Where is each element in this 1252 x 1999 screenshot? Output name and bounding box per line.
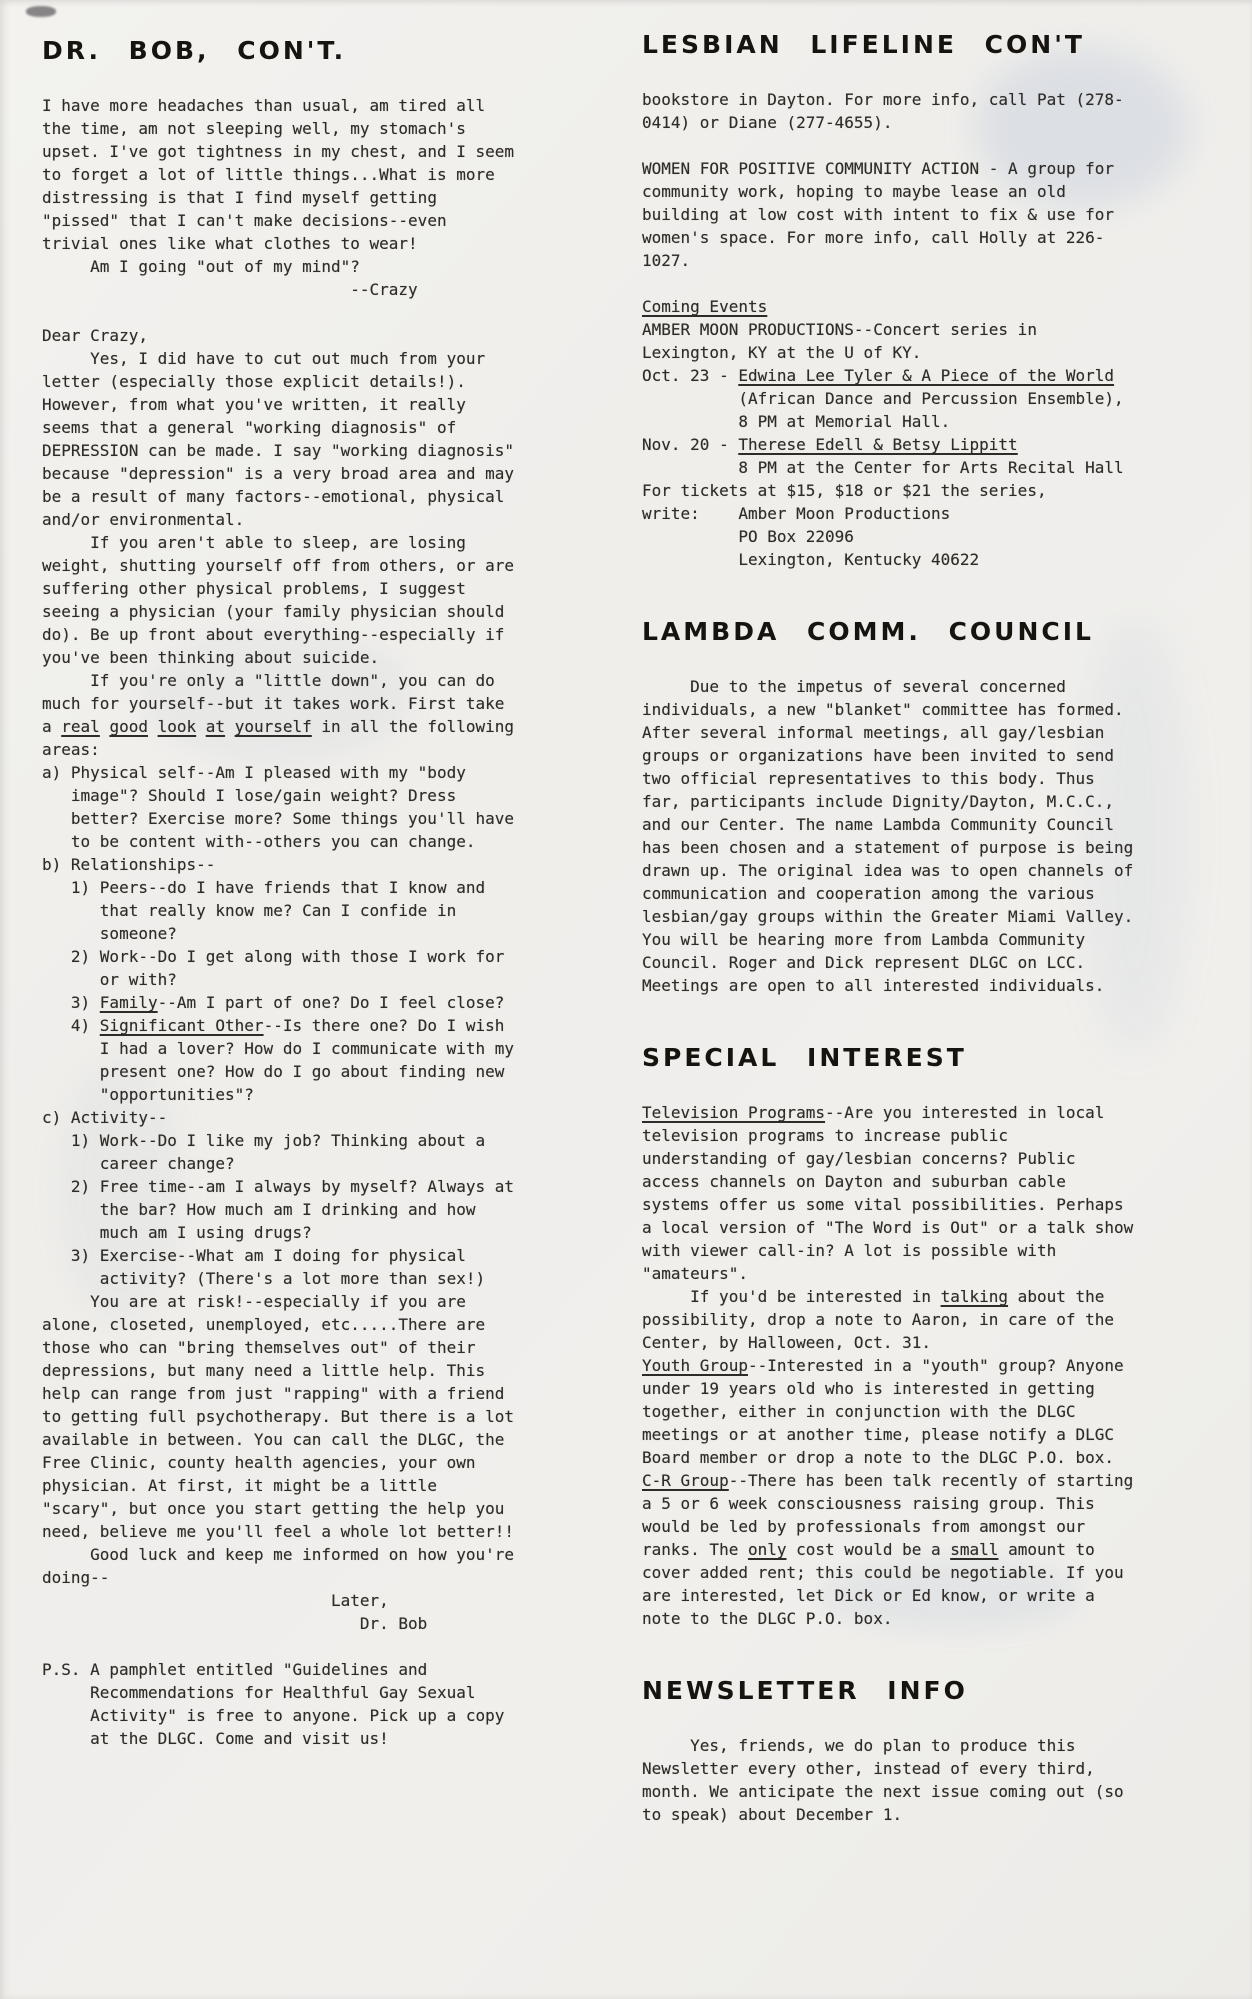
paragraph: AMBER MOON PRODUCTIONS--Concert series in Lexington, KY at the U of KY. xyxy=(642,320,1037,362)
underlined-text: Youth Group xyxy=(642,1356,748,1375)
paragraph xyxy=(642,295,1138,318)
signature-line: --Crazy xyxy=(350,280,418,299)
blank-line xyxy=(642,272,1138,295)
underlined-text: Coming Events xyxy=(642,297,768,316)
underlined-text: yourself xyxy=(234,717,312,736)
paragraph: I have more headaches than usual, am tired all the time, am not sleeping well, my stomach's upset. I've got tightness in my chest, and I seem to forget a lot of little things...What is more distressing is that I find myself getting "pissed" that I can't make decisions--even trivial ones like what clothes to wear! xyxy=(42,96,515,253)
item-label: P.S. xyxy=(42,1660,81,1679)
list-item: 2) Free time--am I always by myself? Always at the bar? How much am I drinking and how much am I using drugs? xyxy=(70,1177,515,1242)
underlined-text: C-R Group xyxy=(642,1471,729,1490)
paragraph: Yes, friends, we do plan to produce this Newsletter every other, instead of every third, month. We anticipate the next issue coming out (so to speak) about December 1. xyxy=(642,1736,1124,1824)
paragraph: WOMEN FOR POSITIVE COMMUNITY ACTION - A group for community work, hoping to maybe lease an old building at low cost with intent to fix & use for women's space. For more info, call Holly at 226-1027. xyxy=(642,159,1115,270)
underlined-text: Edwina Lee Tyler & A Piece of the World xyxy=(738,366,1115,385)
paragraph: Good luck and keep me informed on how you're doing-- xyxy=(42,1545,514,1587)
paragraph: Dear Crazy, xyxy=(42,326,148,345)
paragraph: If you'd be interested in talking about the possibility, drop a note to Aaron, in care of the Center, by Halloween, Oct. 31. xyxy=(642,1287,1115,1352)
signature-line: Dr. Bob xyxy=(359,1614,428,1633)
scan-artifact xyxy=(26,6,56,17)
paragraph: Television Programs--Are you interested in local television programs to increase public understanding of gay/lesbian concerns? Public access channels on Dayton and suburban cable systems offer us some vital possibilities. Perhaps a local version of "The Word is Out" or a talk show with viewer call-in? A lot is possible with "amateurs". xyxy=(642,1103,1134,1283)
list-item: 2) Work--Do I get along with those I work for or with? xyxy=(70,947,505,989)
item-label: 2) xyxy=(70,1177,91,1196)
blank-line xyxy=(42,1635,522,1658)
paragraph: C-R Group--There has been talk recently of starting a 5 or 6 week consciousness raising group. This would be led by professionals from amongst our ranks. The only cost would be a small amount to cover added rent; this could be negotiable. If you are interested, let Dick or Ed know, or write a note to the DLGC P.O. box. xyxy=(642,1471,1134,1628)
section-header-lambda-comm-council: LAMBDA COMM. COUNCIL xyxy=(642,617,1094,646)
list-item: 4) Significant Other--Is there one? Do I wish I had a lover? How do I communicate with my present one? How do I go about finding new "opportunities"? xyxy=(70,1016,515,1104)
section-header-dr-bob-cont: DR. BOB, CON'T. xyxy=(42,36,347,65)
paragraph: If you aren't able to sleep, are losing weight, shutting yourself off from others, or are suffering other physical problems, I suggest seeing a physician (your family physician should do). Be up front about everything--especially if you've been thinking about suicide. xyxy=(42,533,515,667)
item-label: b) xyxy=(42,855,62,874)
underlined-text: Significant Other xyxy=(99,1016,264,1035)
blank-line xyxy=(642,134,1138,157)
section-header-lesbian-lifeline-cont: LESBIAN LIFELINE CON'T xyxy=(642,30,1085,59)
section-header-newsletter-info: NEWSLETTER INFO xyxy=(642,1676,968,1705)
paragraph: For tickets at $15, $18 or $21 the series, xyxy=(642,481,1047,500)
item-label: 1) xyxy=(70,1131,91,1150)
underlined-text: good xyxy=(109,717,148,736)
item-label: 2) xyxy=(70,947,91,966)
underlined-text: Therese Edell & Betsy Lippitt xyxy=(738,435,1018,454)
item-label: 3) xyxy=(70,1246,91,1265)
list-item: b) Relationships-- xyxy=(42,855,216,874)
paragraph: Am I going "out of my mind"? xyxy=(90,257,360,276)
underlined-text: look xyxy=(157,717,197,736)
underlined-text: only xyxy=(747,1540,787,1559)
right-column xyxy=(642,30,1138,1826)
list-item: Oct. 23 - Edwina Lee Tyler & A Piece of the World (African Dance and Percussion Ensemble), 8 PM at Memorial Hall. xyxy=(642,366,1124,431)
list-item: 3) Exercise--What am I doing for physical activity? (There's a lot more than sex!) xyxy=(70,1246,486,1288)
item-label: Oct. 23 - xyxy=(642,366,729,385)
list-item: c) Activity-- xyxy=(42,1108,168,1127)
underlined-text: Television Programs xyxy=(642,1103,826,1122)
underlined-text: talking xyxy=(940,1287,1009,1306)
paragraph: Due to the impetus of several concerned individuals, a new "blanket" committee has formed. After several informal meetings, all gay/lesbian groups or organizations have been invited to send two official representatives to this body. Thus far, participants include Dignity/Dayton, M.C.C., and our Center. The name Lambda Community Council has been chosen and a statement of purpose is being drawn up. The original idea was to open channels of communication and cooperation among the various lesbian/gay groups within the Greater Miami Valley. You will be hearing more from Lambda Community Council. Roger and Dick represent DLGC on LCC. Meetings are open to all interested individuals. xyxy=(642,677,1134,995)
item-label: Nov. 20 - xyxy=(642,435,729,454)
underlined-text: Family xyxy=(99,993,158,1012)
item-label: c) xyxy=(42,1108,62,1127)
item-label: 1) xyxy=(70,878,91,897)
paragraph: PO Box 22096 xyxy=(738,527,854,546)
underlined-text: real xyxy=(61,717,100,736)
list-item: 1) Peers--do I have friends that I know and that really know me? Can I confide in someone? xyxy=(70,878,486,943)
list-item: write: Amber Moon Productions xyxy=(642,504,951,523)
paragraph: Yes, I did have to cut out much from your letter (especially those explicit details!). However, from what you've written, it really seems that a general "working diagnosis" of DEPRESSION can be made. I say "working diagnosis" because "depression" is a very broad area and may be a result of many factors--emotional, physical and/or environmental. xyxy=(42,349,515,529)
paragraph: You are at risk!--especially if you are alone, closeted, unemployed, etc.....There are those who can "bring themselves out" of their depressions, but many need a little help. This help can range from just "rapping" with a friend to getting full psychotherapy. But there is a lot available in between. You can call the DLGC, the Free Clinic, county health agencies, your own physician. At first, it might be a little "scary", but once you start getting the help you need, believe me you'll feel a whole lot better!! xyxy=(42,1292,515,1541)
list-item: 3) Family--Am I part of one? Do I feel close? xyxy=(70,993,505,1012)
item-label: a) xyxy=(42,763,62,782)
paragraph: If you're only a "little down", you can do much for yourself--but it takes work. First take a real good look at yourself in all the following areas: xyxy=(42,671,515,759)
list-item: Nov. 20 - Therese Edell & Betsy Lippitt 8 PM at the Center for Arts Recital Hall xyxy=(642,435,1124,477)
signature-line: Later, xyxy=(330,1591,389,1610)
section-header-special-interest: SPECIAL INTEREST xyxy=(642,1043,967,1072)
underlined-text: small xyxy=(950,1540,999,1559)
item-label: write: xyxy=(642,504,700,523)
paragraph: Lexington, Kentucky 40622 xyxy=(738,550,980,569)
list-item: P.S. A pamphlet entitled "Guidelines and Recommendations for Healthful Gay Sexual Activity" is free to anyone. Pick up a copy at the DLGC. Come and visit us! xyxy=(42,1660,505,1748)
blank-line xyxy=(42,301,522,324)
paragraph: Youth Group--Interested in a "youth" group? Anyone under 19 years old who is interested in getting together, either in conjunction with the DLGC meetings or at another time, please notify a DLGC Board member or drop a note to the DLGC P.O. box. xyxy=(642,1356,1124,1467)
list-item: 1) Work--Do I like my job? Thinking about a career change? xyxy=(70,1131,486,1173)
paragraph: bookstore in Dayton. For more info, call Pat (278-0414) or Diane (277-4655). xyxy=(642,90,1124,132)
left-column xyxy=(42,36,522,1750)
list-item: a) Physical self--Am I pleased with my "body image"? Should I lose/gain weight? Dress better? Exercise more? Some things you'll have to be content with--others you can change. xyxy=(42,763,514,851)
item-label: 4) xyxy=(70,1016,91,1035)
item-label: 3) xyxy=(70,993,91,1012)
underlined-text: at xyxy=(205,717,226,736)
